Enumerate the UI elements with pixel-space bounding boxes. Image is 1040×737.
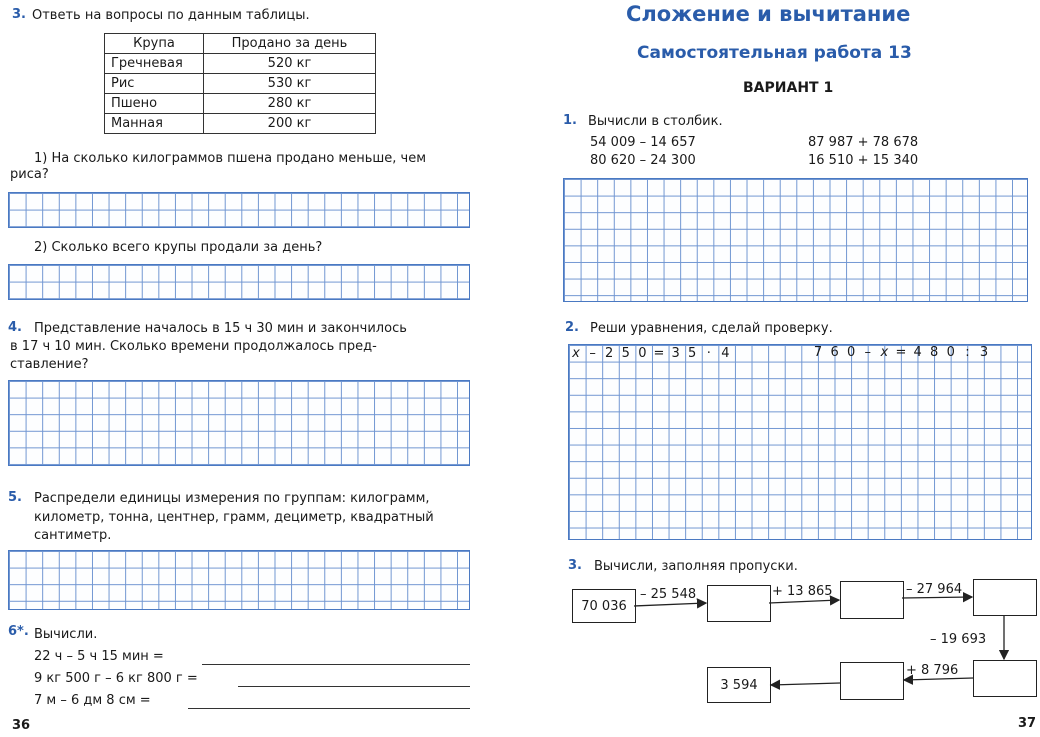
page-title: Сложение и вычитание [626, 2, 911, 26]
equation-symbol: 0 [946, 345, 955, 360]
task3-number: 3. [12, 7, 26, 22]
chain-operation-5: + 8 796 [906, 663, 959, 678]
task1-prompt: Вычисли в столбик. [588, 114, 723, 129]
task3-question1: 1) На сколько килограммов пшена продано меньше, чем [34, 151, 427, 166]
task1-expression-c: 80 620 – 24 300 [590, 153, 696, 168]
task4-line3: ставление? [10, 357, 89, 372]
table-cell: 530 кг [204, 74, 376, 94]
table-cell: Манная [105, 114, 204, 134]
task4-line2: в 17 ч 10 мин. Сколько времени продолжалось пред- [10, 339, 377, 354]
task5-number: 5. [8, 490, 22, 505]
arrow-3 [902, 597, 972, 598]
equation-symbol: 8 [930, 345, 939, 360]
task5-line1: Распредели единицы измерения по группам: килограмм, [34, 491, 430, 506]
answer-grid-q2[interactable] [8, 264, 470, 300]
equation-symbol: 4 [721, 346, 730, 361]
task3-prompt: Ответь на вопросы по данным таблицы. [32, 8, 310, 23]
page-number-left: 36 [12, 718, 31, 733]
task6-expression2: 9 кг 500 г – 6 кг 800 г = [34, 671, 198, 686]
task5-line2: километр, тонна, центнер, грамм, дециметр, квадратный [34, 510, 434, 525]
answer-line-2[interactable] [238, 686, 470, 687]
task2-number: 2. [565, 320, 579, 335]
table-cell: 280 кг [204, 94, 376, 114]
task6-expression3: 7 м – 6 дм 8 см = [34, 693, 151, 708]
chain-arrows [560, 570, 1040, 710]
arrow-6 [771, 683, 840, 685]
arrow-1 [634, 603, 706, 606]
table-cell: 200 кг [204, 114, 376, 134]
table-cell: Рис [105, 74, 204, 94]
answer-grid-task4[interactable] [8, 380, 470, 466]
equation-symbol: = [653, 346, 665, 361]
answer-grid-task1[interactable] [563, 178, 1028, 302]
table-row [105, 54, 376, 74]
table-cell: Гречневая [105, 54, 204, 74]
task1-number: 1. [563, 113, 577, 128]
page-number-right: 37 [1018, 716, 1037, 731]
equation-symbol: 5 [621, 346, 630, 361]
equation-symbol: x [572, 346, 580, 361]
equation-symbol: : [965, 345, 970, 360]
chain-end-box: 3 594 [707, 667, 771, 703]
task4-line1: Представление началось в 15 ч 30 мин и закончилось [34, 321, 407, 336]
answer-line-1[interactable] [202, 664, 470, 665]
equation-symbol: 0 [847, 345, 856, 360]
table-header: Продано за день [204, 34, 376, 54]
equation-symbol: 5 [688, 346, 697, 361]
task6-prompt: Вычисли. [34, 627, 98, 642]
equation-symbol: x [880, 345, 889, 360]
task3r-prompt: Вычисли, заполняя пропуски. [594, 559, 798, 574]
answer-line-3[interactable] [188, 708, 470, 709]
variant-label: ВАРИАНТ 1 [743, 80, 834, 96]
chain-operation-2: + 13 865 [772, 584, 833, 599]
task3-question2: 2) Сколько всего крупы продали за день? [34, 240, 323, 255]
answer-grid-task2[interactable] [568, 344, 1032, 540]
task1-expression-d: 16 510 + 15 340 [808, 153, 919, 168]
task5-line3: сантиметр. [34, 528, 112, 543]
equation-symbol: – [589, 346, 596, 361]
answer-grid-task5[interactable] [8, 550, 470, 610]
equation-symbol: 2 [605, 346, 614, 361]
arrow-5 [904, 678, 973, 680]
task6-number: 6*. [8, 624, 29, 639]
table-cell: 520 кг [204, 54, 376, 74]
chain-operation-1: – 25 548 [640, 587, 697, 602]
table-row [105, 114, 376, 134]
equation-symbol: · [706, 346, 711, 361]
equation-symbol: 0 [638, 346, 647, 361]
task3r-number: 3. [568, 558, 582, 573]
table-cell: Пшено [105, 94, 204, 114]
chain-operation-3: – 27 964 [906, 582, 963, 597]
table-row [105, 74, 376, 94]
equation-symbol: – [864, 345, 872, 360]
task3-question1-cont: риса? [10, 167, 49, 182]
chain-operation-4: – 19 693 [930, 632, 987, 647]
arrow-2 [769, 600, 839, 603]
equation-symbol: 3 [979, 345, 989, 360]
table-header: Крупа [105, 34, 204, 54]
equation-symbol: 7 [813, 345, 823, 360]
equation-symbol: 6 [830, 345, 839, 360]
grain-table [104, 33, 376, 134]
task4-number: 4. [8, 320, 22, 335]
table-row [105, 94, 376, 114]
task2-prompt: Реши уравнения, сделай проверку. [590, 321, 833, 336]
task1-expression-a: 54 009 – 14 657 [590, 135, 696, 150]
answer-grid-q1[interactable] [8, 192, 470, 228]
page-subtitle: Самостоятельная работа 13 [637, 43, 912, 63]
equation-symbol: 4 [913, 345, 922, 360]
chain-start-box: 70 036 [572, 589, 636, 623]
equation-symbol: = [895, 345, 907, 360]
task1-expression-b: 87 987 + 78 678 [808, 135, 919, 150]
task6-expression1: 22 ч – 5 ч 15 мин = [34, 649, 164, 664]
equation-symbol: 3 [671, 346, 680, 361]
